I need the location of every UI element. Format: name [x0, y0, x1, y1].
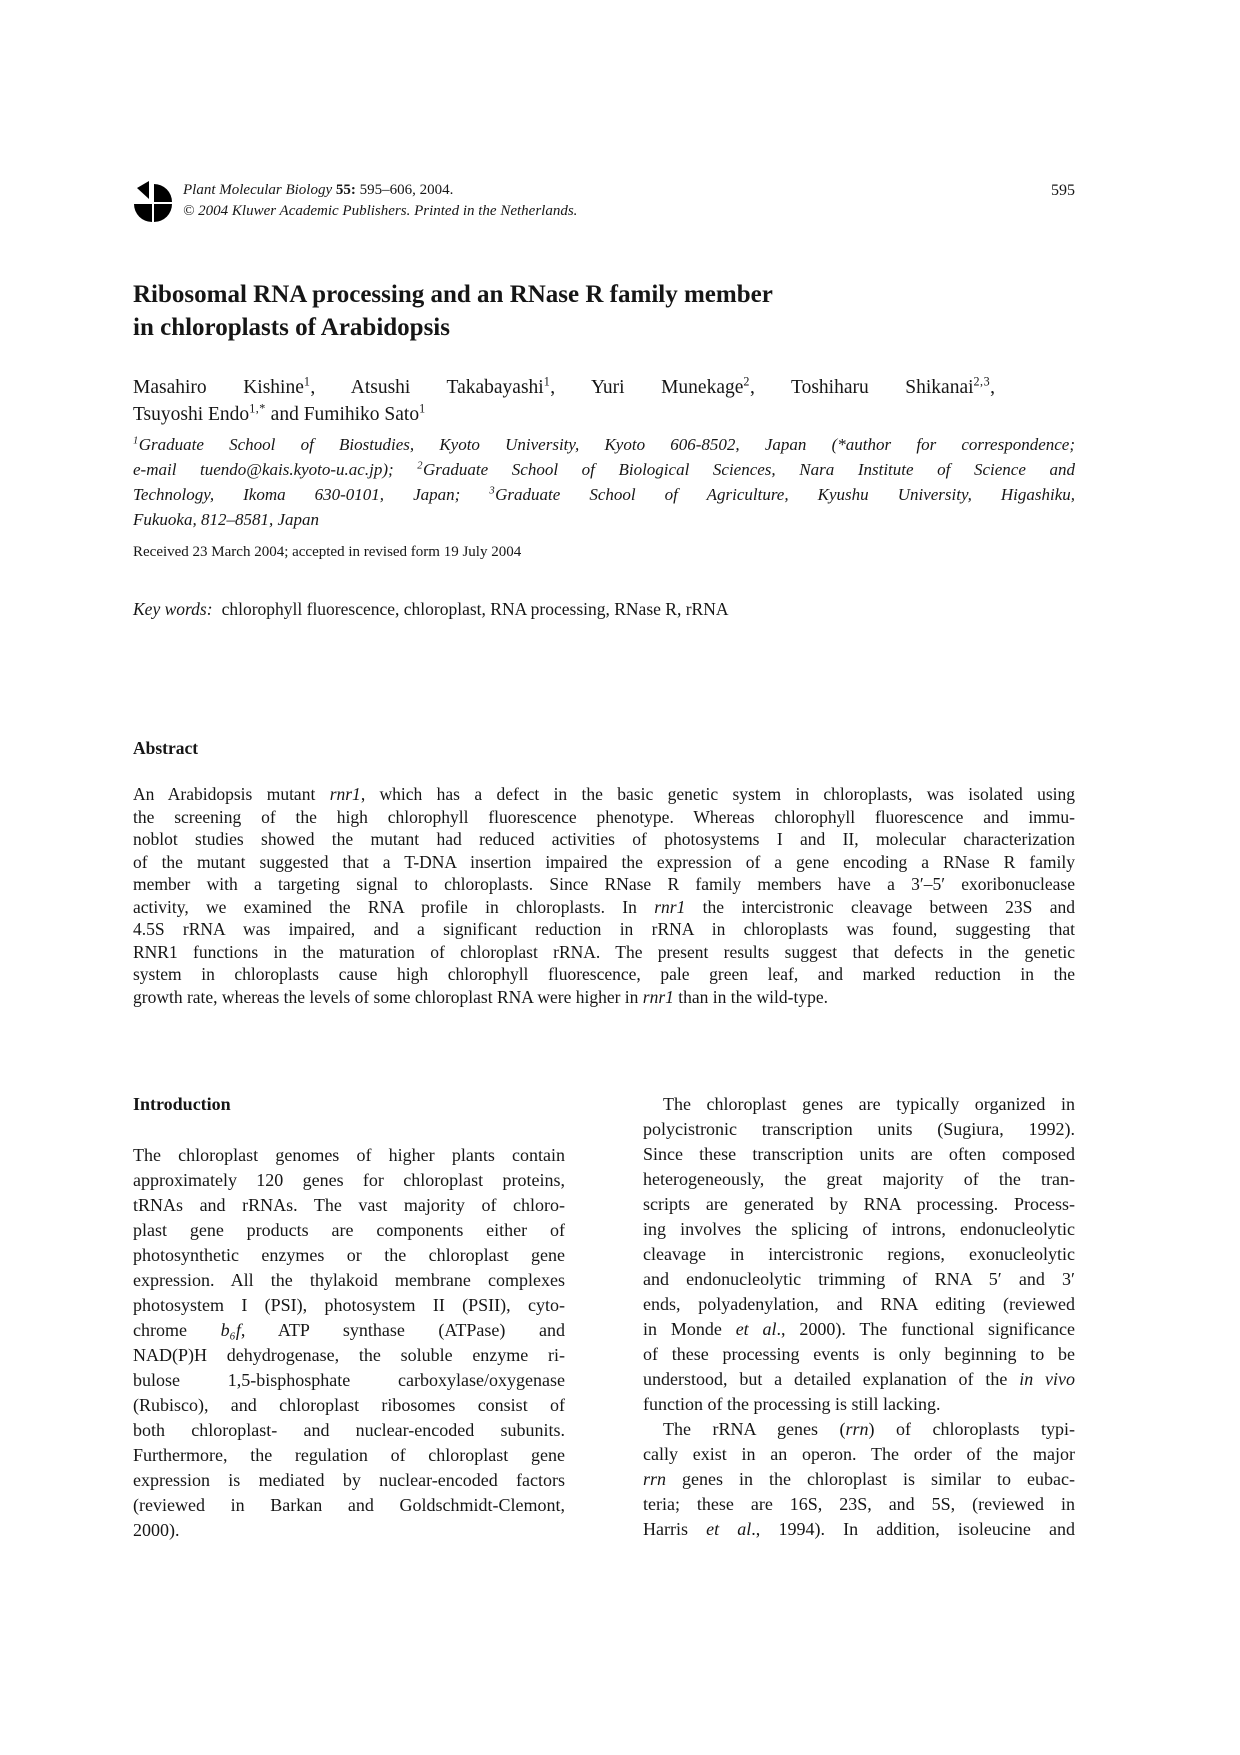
- journal-pages: 595–606, 2004.: [359, 182, 454, 198]
- title-line-2: in chloroplasts of Arabidopsis: [133, 314, 450, 341]
- affiliations: $^1$Graduate School of Biostudies, Kyoto University, Kyoto 606-8502, Japan (*author for correspondence; e-mail tuendo@kais.kyoto-u.ac.jp); $^2$Graduate School of Biological Sciences, Nara Institute of Science and Technology, Ikoma 630-0101, Japan; $^3$Graduate School of Agriculture, Kyushu University, Higashiku, Fukuoka, 812–8581, Japan: [133, 435, 1075, 529]
- publisher-windmill-icon: [133, 180, 173, 226]
- article-title: [133, 278, 1075, 344]
- introduction-section: [133, 1092, 1075, 1543]
- keywords-label: Key words:: [133, 599, 213, 619]
- journal-header: [133, 180, 1075, 226]
- abstract-text: An Arabidopsis mutant rnr1, which has a defect in the basic genetic system in chloroplasts, was isolated using the screening of the high chlorophyll fluorescence phenotype. Whereas chlorophyll fluorescence and immu- noblot studies showed the mutant had reduced activities of photosystems I and II, molecular characterization of the mutant suggested that a T-DNA insertion impaired the expression of a gene encoding a RNase R family member with a targeting signal to chloroplasts. Since RNase R family members have a 3′–5′ exoribonuclease activity, we examined the RNA profile in chloroplasts. In rnr1 the intercistronic cleavage between 23S and 4.5S rRNA was impaired, and a significant reduction in rRNA in chloroplasts was found, suggesting that RNR1 functions in the maturation of chloroplast rRNA. The present results suggest that defects in the genetic system in chloroplasts cause high chlorophyll fluorescence, pale green leaf, and marked reduction in the growth rate, whereas the levels of some chloroplast RNA were higher in rnr1 than in the wild-type.: [133, 784, 1075, 1007]
- intro-left-column: [133, 1092, 565, 1543]
- page-number: 595: [1051, 182, 1075, 199]
- author-list: Masahiro Kishine$^1$, Atsushi Takabayashi$^1$, Yuri Munekage$^2$, Toshiharu Shikanai$^{2,3}$, Tsuyoshi Endo$^{1,*}$ and Fumihiko Sato$^1$: [133, 374, 995, 425]
- received-note: Received 23 March 2004; accepted in revised form 19 July 2004: [133, 544, 522, 560]
- intro-paragraph-right-2: The rRNA genes (rrn) of chloroplasts typi- cally exist in an operon. The order of the major rrn genes in the chloroplast is similar to eubac- teria; these are 16S, 23S, and 5S, (reviewed in Harris et al., 1994). In addition, isoleucine and: [643, 1419, 1076, 1539]
- abstract-heading: Abstract: [133, 738, 199, 758]
- introduction-heading: Introduction: [133, 1094, 231, 1114]
- intro-paragraph-right-1: The chloroplast genes are typically organized in polycistronic transcription units (Sugiura, 1992). Since these transcription units are often composed heterogeneously, the great majority of the tran- scripts are generated by RNA processing. Process- ing involves the splicing of introns, endonucleolytic cleavage in intercistronic regions, exonucleolytic and endonucleolytic trimming of RNA 5′ and 3′ ends, polyadenylation, and RNA editing (reviewed in Monde et al., 2000). The functional significance of these processing events is only beginning to be understood, but a detailed explanation of the in vivo function of the processing is still lacking.: [643, 1094, 1076, 1414]
- intro-paragraph-left: The chloroplast genomes of higher plants contain approximately 120 genes for chloroplast proteins, tRNAs and rRNAs. The vast majority of chloro- plast gene products are components either of photosynthetic enzymes or the chloroplast gene expression. All the thylakoid membrane complexes photosystem I (PSI), photosystem II (PSII), cyto- chrome b₆f, ATP synthase (ATPase) and NAD(P)H dehydrogenase, the soluble enzyme ri- bulose 1,5-bisphosphate carboxylase/oxygenase (Rubisco), and chloroplast ribosomes consist of both chloroplast- and nuclear-encoded subunits. Furthermore, the regulation of chloroplast gene expression is mediated by nuclear-encoded factors (reviewed in Barkan and Goldschmidt-Clemont, 2000).: [133, 1145, 565, 1540]
- citation-line: [183, 180, 577, 201]
- title-line-1: Ribosomal RNA processing and an RNase R family member: [133, 281, 773, 308]
- keywords-text: chlorophyll fluorescence, chloroplast, RNA processing, RNase R, rRNA: [221, 599, 729, 619]
- journal-citation: [183, 180, 577, 222]
- keywords-line: [133, 599, 1075, 620]
- journal-volume: 55:: [335, 182, 356, 198]
- copyright-line: © 2004 Kluwer Academic Publishers. Printed in the Netherlands.: [183, 203, 578, 219]
- journal-name: Plant Molecular Biology: [183, 182, 333, 198]
- intro-right-column: [643, 1092, 1075, 1543]
